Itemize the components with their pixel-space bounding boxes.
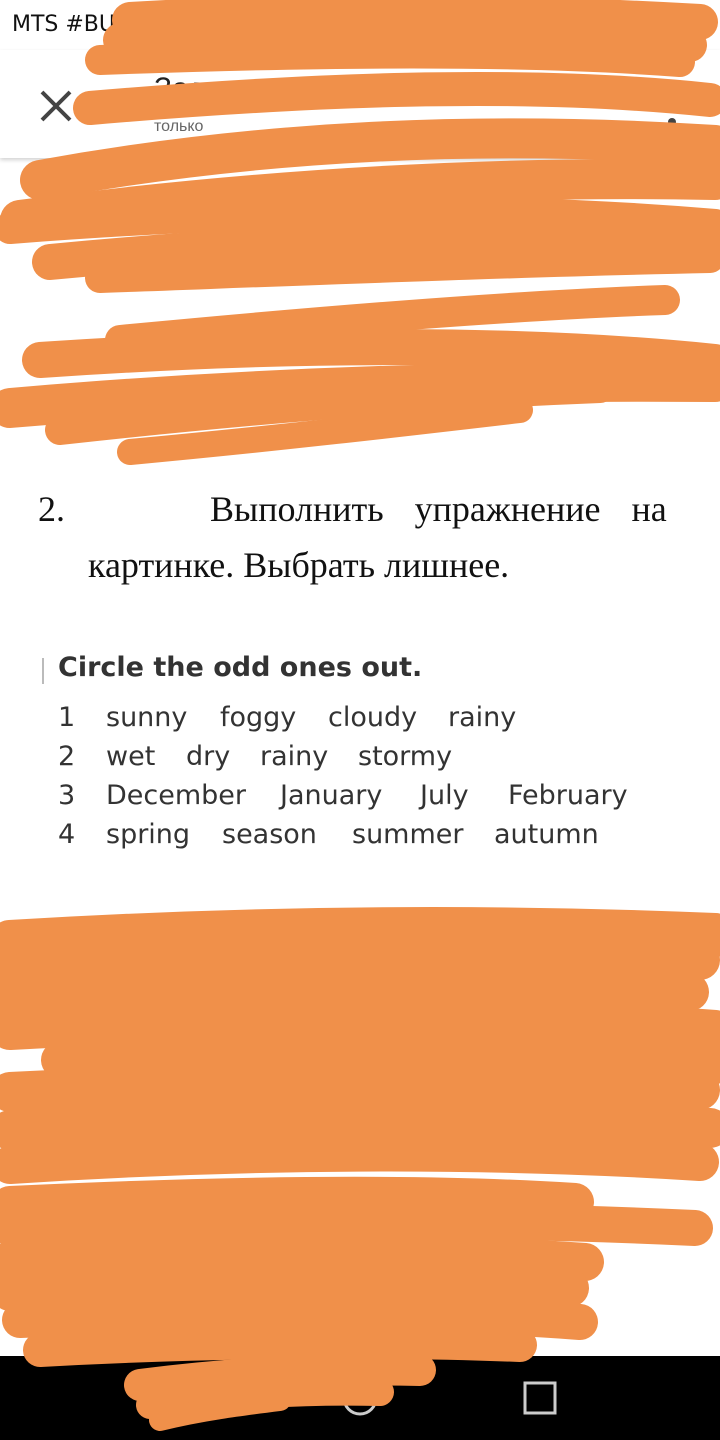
row-number: 1 bbox=[58, 702, 76, 733]
word: wet bbox=[106, 741, 156, 772]
exercise-heading: Circle the odd ones out. bbox=[58, 652, 423, 683]
clock: 11:47 bbox=[640, 12, 704, 37]
status-right bbox=[592, 12, 704, 37]
navigation-bar bbox=[0, 1356, 720, 1440]
home-icon[interactable] bbox=[340, 1378, 380, 1418]
word: July bbox=[420, 780, 469, 811]
word: rainy bbox=[260, 741, 329, 772]
status-bar bbox=[0, 0, 720, 50]
task-2-number: 2. bbox=[38, 489, 65, 529]
task-2-line-1: Выполнить упражнение на bbox=[210, 489, 667, 529]
word: season bbox=[222, 819, 317, 850]
word: summer bbox=[352, 819, 464, 850]
row-number: 3 bbox=[58, 780, 76, 811]
row-number: 2 bbox=[58, 741, 76, 772]
close-icon[interactable] bbox=[34, 84, 78, 128]
word: foggy bbox=[220, 702, 297, 733]
more-options-icon[interactable] bbox=[660, 84, 684, 128]
word: dry bbox=[186, 741, 231, 772]
task-2-line-2: картинке. Выбрать лишнее. bbox=[88, 545, 510, 585]
back-icon[interactable] bbox=[162, 1378, 202, 1418]
recent-apps-icon[interactable] bbox=[520, 1378, 560, 1418]
word: stormy bbox=[358, 741, 453, 772]
word: sunny bbox=[106, 702, 188, 733]
battery-icon bbox=[592, 13, 628, 33]
app-bar bbox=[0, 50, 720, 158]
word: spring bbox=[106, 819, 191, 850]
carrier-label: MTS #BUD bbox=[12, 12, 132, 37]
document-subtitle: только bbox=[154, 118, 204, 135]
row-number: 4 bbox=[58, 819, 76, 850]
word: February bbox=[508, 780, 628, 811]
word: autumn bbox=[494, 819, 599, 850]
word: cloudy bbox=[328, 702, 418, 733]
word: rainy bbox=[448, 702, 517, 733]
exercise-marker bbox=[42, 658, 44, 684]
word: December bbox=[106, 780, 247, 811]
document-title: Задание по англи bbox=[154, 72, 401, 105]
word: January bbox=[280, 780, 383, 811]
